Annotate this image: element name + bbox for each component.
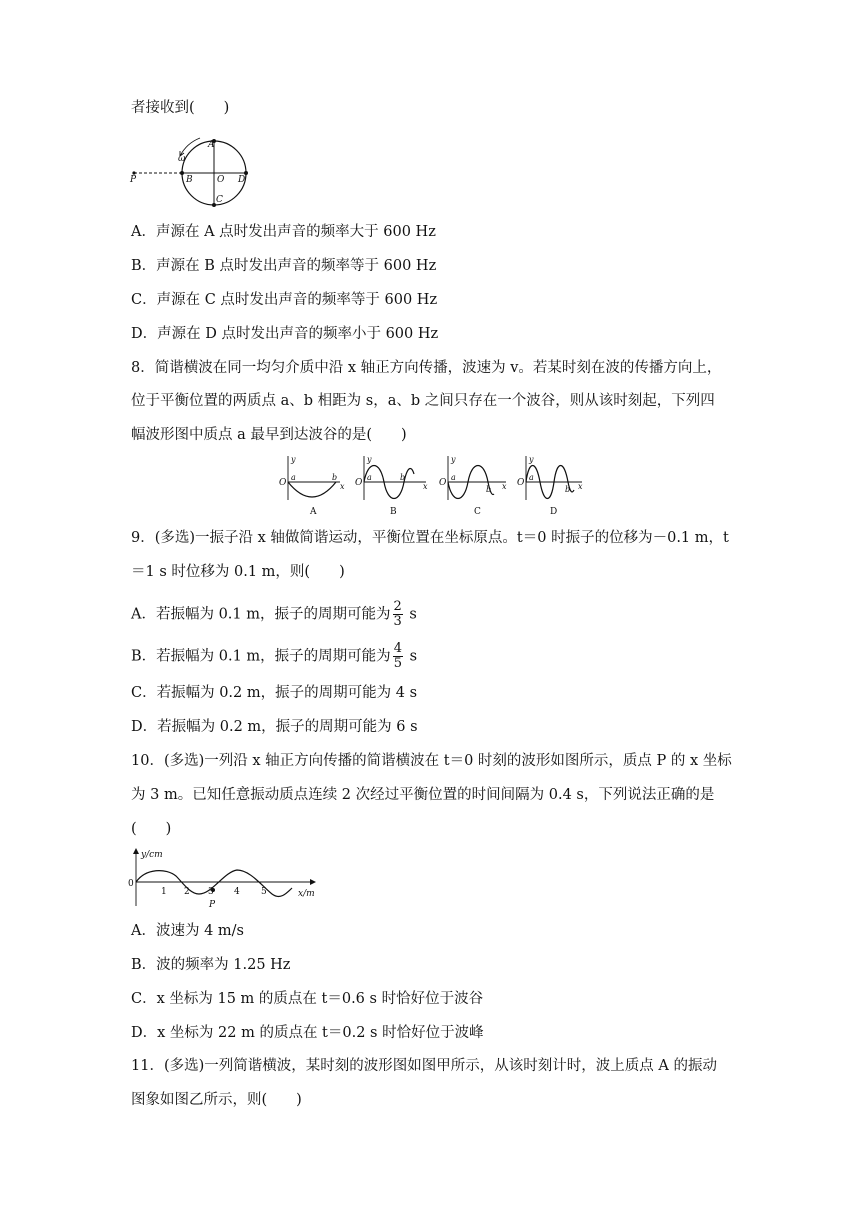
option-9b <box>131 642 417 671</box>
option-9b-text: B．若振幅为 0.1 m，振子的周期可能为 <box>131 648 391 665</box>
axis-zero: 0 <box>128 879 134 889</box>
option-9a-text: A．若振幅为 0.1 m，振子的周期可能为 <box>131 606 391 623</box>
option-7a: A．声源在 A 点时发出声音的频率大于 600 Hz <box>131 224 436 240</box>
wave-a-label: a <box>291 473 296 482</box>
question-9-line1: 9．(多选)一振子沿 x 轴做简谐运动，平衡位置在坐标原点。t＝0 时振子的位移为－0.1 m，t <box>131 530 729 546</box>
option-10d: D．x 坐标为 22 m 的质点在 t＝0.2 s 时恰好位于波峰 <box>131 1025 484 1041</box>
tick-label: 5 <box>261 887 267 897</box>
tick-label: 1 <box>161 887 167 897</box>
label-D: D <box>238 175 246 185</box>
waveforms-figure <box>278 452 588 518</box>
label-B: B <box>186 175 193 185</box>
fraction: $\frac{4}{5}$ <box>393 641 402 671</box>
label-P: P <box>209 900 216 910</box>
option-9a <box>131 600 417 629</box>
waveform-A <box>279 455 345 517</box>
label-O: O <box>217 175 225 185</box>
wave-y-label: y <box>529 455 534 464</box>
option-7b: B．声源在 B 点时发出声音的频率等于 600 Hz <box>131 258 437 274</box>
question-10-line1: 10．(多选)一列沿 x 轴正方向传播的简谐横波在 t＝0 时刻的波形如图所示，质点 P 的 x 坐标 <box>131 753 732 769</box>
wave-b-label: b <box>400 473 406 482</box>
option-10b: B．波的频率为 1.25 Hz <box>131 957 291 973</box>
question-11-line1: 11．(多选)一列简谐横波，某时刻的波形图如图甲所示，从该时刻计时，波上质点 A 的振动 <box>131 1058 717 1074</box>
unit: s <box>404 606 417 623</box>
label-A: A <box>208 140 215 150</box>
wave-b-label: b <box>332 473 338 482</box>
question-10-line3: ( ) <box>131 821 172 837</box>
wave-x-label: x <box>578 482 583 491</box>
wave-a-label: a <box>451 473 456 482</box>
wave-x-label: x <box>340 482 345 491</box>
axis-xlabel: x/m <box>298 889 315 899</box>
wave-b-label: b <box>486 485 492 494</box>
wave-b-label: b <box>565 485 571 494</box>
question-10-line2: 为 3 m。已知任意振动质点连续 2 次经过平衡位置的时间间隔为 0.4 s，下列说法正确的是 <box>131 787 715 803</box>
tick-label: 2 <box>184 887 190 897</box>
label-omega: ω <box>178 154 186 164</box>
option-10c: C．x 坐标为 15 m 的质点在 t＝0.6 s 时恰好位于波谷 <box>131 991 484 1007</box>
tick-label: 4 <box>234 887 240 897</box>
wave-O-label: O <box>439 478 447 488</box>
question-9-line2: ＝1 s 时位移为 0.1 m，则( ) <box>131 564 345 580</box>
label-P: P <box>130 175 137 185</box>
fraction: $\frac{2}{3}$ <box>393 599 402 629</box>
wave-y-label: y <box>451 455 456 464</box>
tick-label: 3 <box>208 887 214 897</box>
caption-A: A <box>310 507 317 517</box>
wave-O-label: O <box>517 478 525 488</box>
wave-y-label: y <box>291 455 296 464</box>
caption-C: C <box>474 507 481 517</box>
option-7c: C．声源在 C 点时发出声音的频率等于 600 Hz <box>131 292 438 308</box>
option-10a: A．波速为 4 m/s <box>131 923 244 939</box>
wave-y-label: y <box>367 455 372 464</box>
option-7d: D．声源在 D 点时发出声音的频率小于 600 Hz <box>131 326 439 342</box>
question-8-line2: 位于平衡位置的两质点 a、b 相距为 s，a、b 之间只存在一个波谷，则从该时刻起，下列四 <box>131 393 715 409</box>
wave-a-label: a <box>367 473 372 482</box>
unit: s <box>404 648 418 665</box>
wave-x-label: x <box>423 482 428 491</box>
waveform-C <box>439 455 507 517</box>
caption-D: D <box>550 507 558 517</box>
caption-B: B <box>390 507 397 517</box>
wave-O-label: O <box>279 478 287 488</box>
option-9d: D．若振幅为 0.2 m，振子的周期可能为 6 s <box>131 719 418 735</box>
wave10-figure <box>124 846 324 912</box>
wave-O-label: O <box>355 478 363 488</box>
wave-x-label: x <box>502 482 507 491</box>
waveform-B <box>355 455 428 517</box>
wave-a-label: a <box>529 473 534 482</box>
circle-figure <box>122 132 262 210</box>
question-11-line2: 图象如图乙所示，则( ) <box>131 1092 302 1108</box>
option-9c: C．若振幅为 0.2 m，振子的周期可能为 4 s <box>131 685 418 701</box>
question-8-line3: 幅波形图中质点 a 最早到达波谷的是( ) <box>131 427 407 443</box>
waveform-D <box>517 455 583 517</box>
axis-ylabel: y/cm <box>141 850 163 860</box>
question-8-line1: 8．简谐横波在同一均匀介质中沿 x 轴正方向传播，波速为 v。若某时刻在波的传播方向上， <box>131 360 722 376</box>
text-line: 者接收到( ) <box>131 100 230 116</box>
label-C: C <box>216 195 223 205</box>
